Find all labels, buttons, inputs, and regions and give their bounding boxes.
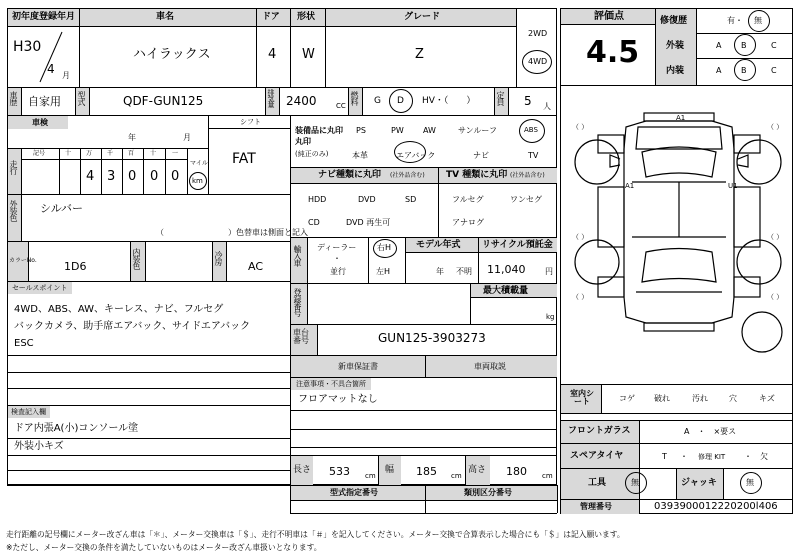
- equip-item: TV: [528, 151, 539, 160]
- damage-mark: A1: [676, 114, 686, 122]
- repair-label: 修復歴: [660, 16, 688, 26]
- equip-item: AW: [423, 126, 436, 135]
- tv-sub: (社外品含む): [510, 172, 545, 179]
- height: 180: [506, 465, 527, 478]
- mileage-digit: 0: [171, 169, 180, 184]
- footer-line-2: ※ただし、メーター交換の条件を満たしていないものはメーター改ざん車扱いとなります。: [6, 543, 322, 553]
- equip-item: ナビ: [473, 151, 489, 160]
- person-unit: 人: [543, 102, 551, 111]
- inspector-line: ドア内張A(小)コンソール塗: [14, 423, 139, 434]
- svg-text:（ ）: （ ）: [572, 233, 589, 241]
- exterior-grade-label: 外装: [666, 41, 685, 51]
- unit-label: 千: [107, 150, 114, 157]
- seat-item: キズ: [759, 394, 775, 403]
- int-opt-a: A: [716, 66, 722, 75]
- height-label: 高さ: [468, 465, 487, 475]
- int-opt-b: B: [741, 66, 747, 75]
- score-value: 4.5: [586, 35, 640, 70]
- right-hand: 右H: [377, 243, 392, 252]
- unit-label: 一: [172, 150, 179, 157]
- damage-mark: A1: [625, 182, 635, 190]
- cc-unit: CC: [336, 102, 346, 110]
- sales-points-label: セールスポイント: [12, 284, 68, 292]
- reg-month: 4: [47, 62, 55, 76]
- left-hand: 左H: [376, 267, 391, 276]
- equipment-label-2: 丸印: [295, 137, 311, 146]
- inspection-month-unit: 月: [183, 133, 191, 142]
- equip-item: 本革: [352, 151, 368, 160]
- seat-item: 穴: [729, 394, 737, 403]
- tools-none: 無: [631, 478, 639, 487]
- navi-item: DVD: [358, 195, 376, 204]
- shift: FAT: [232, 151, 256, 167]
- seat-label: 室内シート: [570, 389, 594, 406]
- seat-item: 汚れ: [692, 394, 708, 403]
- model: QDF-GUN125: [123, 94, 204, 108]
- repair-yes: 有・: [727, 16, 743, 25]
- max-load-label: 最大積載量: [483, 286, 529, 296]
- inspector-label: 検査記入欄: [11, 408, 46, 416]
- equip-item: PS: [356, 126, 366, 135]
- spare-none: 欠: [760, 452, 768, 461]
- width-unit: cm: [451, 472, 462, 480]
- kg-unit: kg: [546, 313, 555, 321]
- reg-year-label: 初年度登録年月: [12, 12, 76, 22]
- parallel: 並行: [330, 267, 346, 276]
- ext-opt-c: C: [771, 41, 777, 50]
- shape-label: 形状: [297, 12, 316, 22]
- dot: ・: [680, 452, 688, 461]
- length: 533: [329, 465, 350, 478]
- ext-opt-a: A: [716, 41, 722, 50]
- sales-point-line: ESC: [14, 338, 34, 349]
- tv-item: アナログ: [452, 218, 484, 227]
- navi-item: HDD: [308, 195, 327, 204]
- width-label: 幅: [385, 465, 395, 475]
- inspection-year-unit: 年: [128, 133, 136, 142]
- equipment-sub: (純正のみ): [295, 150, 329, 158]
- interior-grade-label: 内装: [666, 66, 685, 76]
- repair-none: 無: [754, 16, 762, 25]
- ac-label: 冷房: [214, 251, 223, 265]
- score-label: 評価点: [594, 11, 624, 22]
- drive-4wd: 4WD: [528, 57, 548, 66]
- class-number-label: 類別区分番号: [464, 488, 512, 497]
- capacity-label: 定員: [496, 91, 505, 105]
- ext-opt-b: B: [741, 41, 747, 50]
- exterior-color: シルバー: [40, 202, 83, 215]
- usage: 自家用: [28, 95, 61, 108]
- import-label: 輸入車: [293, 245, 302, 266]
- tv-label: TV 種類に丸印: [446, 170, 508, 180]
- navi-sub: (社外品含む): [390, 172, 425, 179]
- fuel-label: 燃料: [350, 91, 359, 105]
- exterior-note: （ ）色替車は側面と記入: [156, 228, 308, 237]
- shift-label: シフト: [240, 118, 261, 126]
- grade: Z: [415, 47, 424, 62]
- usage-label: 車歴: [9, 91, 18, 105]
- model-year-unit: 年: [436, 267, 444, 276]
- tv-item: ワンセグ: [510, 195, 542, 204]
- chassis-label: 車台番号: [293, 328, 309, 345]
- height-unit: cm: [542, 472, 553, 480]
- windshield-label: フロントガラス: [568, 426, 631, 436]
- navi-label: ナビ種類に丸印: [318, 170, 382, 180]
- navi-item: DVD 再生可: [346, 218, 391, 227]
- unit-label: 十: [150, 150, 157, 157]
- navi-item: CD: [308, 218, 320, 227]
- displacement: 2400: [286, 94, 317, 108]
- dot: ・: [333, 254, 341, 263]
- length-unit: cm: [365, 472, 376, 480]
- interior-color-label: 内装色: [132, 248, 141, 269]
- color-no: 1D6: [64, 260, 87, 273]
- model-label: 型式: [77, 91, 86, 105]
- notes-text: フロアマットなし: [298, 394, 378, 405]
- equip-item: ABS: [524, 126, 538, 134]
- mgmt-label: 管理番号: [580, 502, 612, 511]
- dealer: ディーラー: [317, 243, 357, 252]
- type-number-label: 型式指定番号: [330, 488, 378, 497]
- notes-label: 注意事項・不具合箇所: [296, 380, 366, 388]
- spare-label: スペアタイヤ: [570, 451, 624, 461]
- reg-year: H30: [13, 39, 42, 55]
- fuel-g: G: [374, 96, 381, 106]
- km-unit: km: [192, 177, 203, 185]
- shape: W: [302, 47, 315, 62]
- mileage-digit: 0: [150, 169, 159, 184]
- jack-label: ジャッキ: [681, 478, 717, 488]
- displacement-label: 排気量: [267, 89, 275, 107]
- width: 185: [416, 465, 437, 478]
- svg-text:（ ）: （ ）: [572, 293, 589, 301]
- sales-point-line: バックカメラ、助手席エアバック、サイドエアバック: [14, 321, 251, 332]
- inspector-line: 外装小キズ: [14, 441, 64, 452]
- unit-label: 百: [128, 150, 135, 157]
- jack-none: 無: [746, 478, 754, 487]
- month-unit: 月: [62, 71, 70, 80]
- svg-text:（ ）: （ ）: [767, 233, 784, 241]
- warranty: 新車保証書: [338, 362, 378, 371]
- car-damage-diagram: [562, 87, 792, 382]
- windshield-value: A ・ ×要ス: [684, 427, 737, 436]
- sales-point-line: 4WD、ABS、AW、キーレス、ナビ、フルセグ: [14, 304, 224, 315]
- grade-label: グレード: [404, 12, 441, 22]
- mgmt-number: 0393900012220200l406: [654, 501, 778, 512]
- capacity: 5: [524, 94, 532, 108]
- mile-unit: マイル: [190, 160, 208, 167]
- tools-label: 工具: [588, 478, 607, 488]
- mileage-label: 走行: [9, 160, 18, 174]
- svg-text:（ ）: （ ）: [767, 293, 784, 301]
- damage-mark: U1: [728, 182, 738, 190]
- navi-item: SD: [405, 195, 417, 204]
- car-name: ハイラックス: [133, 47, 211, 62]
- seat-item: コゲ: [619, 394, 635, 403]
- svg-text:（ ）: （ ）: [572, 123, 589, 131]
- spare-t: T: [662, 452, 667, 461]
- yen-unit: 円: [545, 267, 553, 276]
- int-opt-c: C: [771, 66, 777, 75]
- svg-text:（ ）: （ ）: [767, 123, 784, 131]
- model-year-unknown: 不明: [456, 267, 472, 276]
- mileage-digit: 0: [128, 169, 137, 184]
- reg-number-label: 登録番号: [293, 288, 302, 316]
- chassis-number: GUN125-3903273: [378, 331, 486, 345]
- mileage-digit: 3: [107, 169, 116, 184]
- length-label: 長さ: [293, 465, 312, 475]
- footer-line-1: 走行距離の記号欄にメーター改ざん車は「＊」、メーター交換車は「＄」、走行不明車は「＃」を記入してください。メーター交換で合算表示した場合にも「＄」は記入願います。: [6, 530, 625, 540]
- model-year-label: モデル年式: [416, 240, 461, 250]
- tv-item: フルセグ: [452, 195, 484, 204]
- equip-item: エアバック: [396, 151, 436, 160]
- recycle-label: リサイクル預託金: [482, 240, 553, 250]
- doors: 4: [268, 47, 277, 62]
- equip-item: PW: [391, 126, 404, 135]
- door-label: ドア: [262, 12, 280, 22]
- fuel-d: D: [397, 96, 404, 106]
- recycle: 11,040: [487, 263, 526, 276]
- unit-label: 十: [65, 150, 72, 157]
- unit-label: 万: [86, 150, 93, 157]
- seat-item: 破れ: [654, 394, 670, 403]
- dot: ・: [744, 452, 752, 461]
- manual: 車両取説: [474, 362, 506, 371]
- ac: AC: [248, 260, 264, 273]
- equipment-label: 装備品に丸印: [295, 126, 343, 135]
- mileage-digit: 4: [86, 169, 95, 184]
- equip-item: サンルーフ: [458, 126, 497, 135]
- color-no-label: カラーNo.: [9, 256, 37, 264]
- mileage-symbol-label: 記号: [33, 150, 46, 157]
- inspection-label: 車検: [32, 118, 48, 127]
- exterior-label: 外装色: [9, 200, 18, 221]
- car-name-label: 車名: [156, 12, 175, 22]
- drive-2wd: 2WD: [528, 29, 548, 38]
- spare-kit: 修理 KIT: [698, 453, 726, 461]
- fuel-hv: HV・（ ）: [422, 96, 476, 106]
